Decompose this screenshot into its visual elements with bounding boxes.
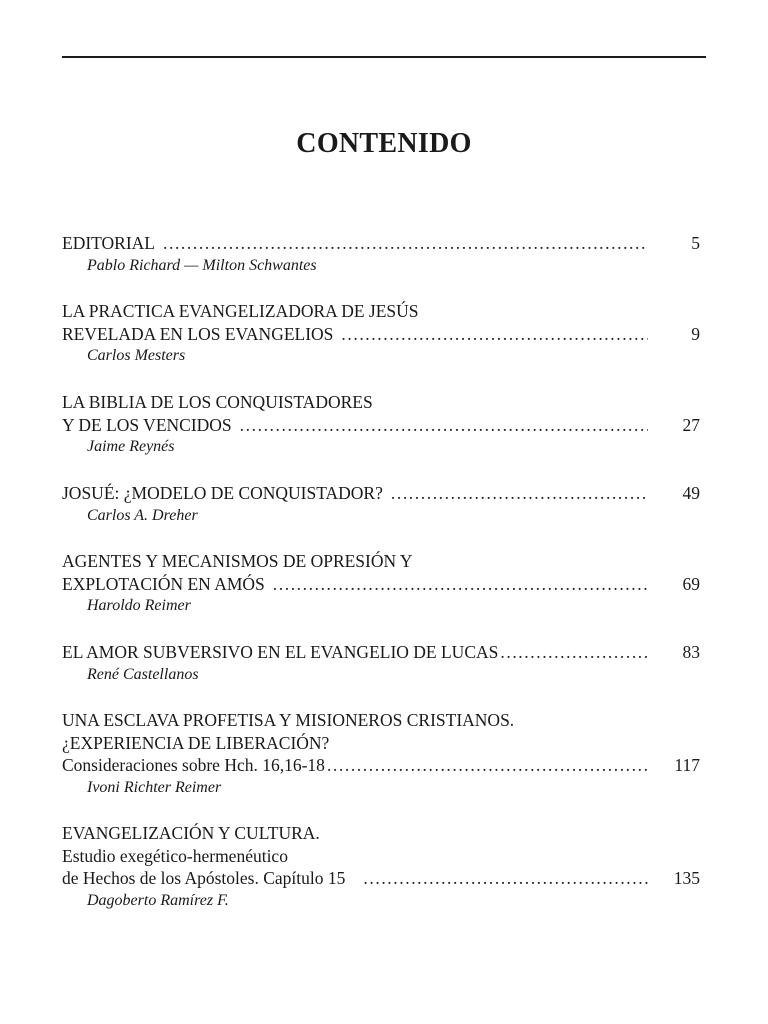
toc-entry-author: Carlos A. Dreher [87,506,198,524]
toc-entry-title-line [62,482,700,505]
page-title: CONTENIDO [296,128,472,159]
dot-leader [240,414,648,437]
toc-entry-title: EXPLOTACIÓN EN AMÓS [62,573,265,594]
dot-leader [363,867,648,890]
page-number: 5 [691,233,700,253]
toc-entry-title: Y DE LOS VENCIDOS [62,414,232,435]
toc-entry-author: Pablo Richard — Milton Schwantes [87,256,317,274]
toc-entry-title-line [62,573,700,596]
dot-leader [391,482,648,505]
toc-entry-author: René Castellanos [87,665,199,683]
toc-entry-author: Ivoni Richter Reimer [87,778,222,796]
toc-entry-title: ¿EXPERIENCIA DE LIBERACIÓN? [62,732,330,753]
toc-entry-title-line [62,867,700,890]
toc-entry-title-line [62,550,700,573]
toc-entry-title-line [62,323,700,346]
toc-entry-title-line [62,300,700,323]
toc-entry-author: Dagoberto Ramírez F. [87,891,229,909]
dot-leader [163,232,648,255]
toc-entry-title-line [62,709,700,732]
toc-entry-title: Consideraciones sobre Hch. 16,16-18 [62,755,325,775]
toc-entry-author: Haroldo Reimer [87,597,191,614]
toc-entry[interactable] [62,300,700,367]
dot-leader [500,641,648,664]
toc-entry-title: EVANGELIZACIÓN Y CULTURA. [62,823,320,843]
page-number: 49 [682,483,700,503]
toc-entry-title: de Hechos de los Apóstoles. Capítulo 15 [62,868,346,888]
toc-entry[interactable] [62,391,700,458]
toc-entry-title-line [62,641,700,664]
toc-entry-title: AGENTES Y MECANISMOS DE OPRESIÓN Y [62,551,413,571]
toc-entry[interactable] [62,641,700,686]
page-number: 117 [674,755,700,775]
page-number: 27 [682,414,700,435]
dot-leader [341,323,648,346]
toc-entry-title-line [62,232,700,255]
toc-entry-title: LA BIBLIA DE LOS CONQUISTADORES [62,392,373,412]
toc-entry[interactable] [62,482,700,527]
toc-entry-title-line [62,391,700,414]
toc-entry-author: Jaime Reynés [87,438,175,455]
toc-entry-title: Estudio exegético-hermenéutico [62,845,288,866]
page-number: 135 [673,868,700,888]
toc-entry-title: EL AMOR SUBVERSIVO EN EL EVANGELIO DE LUCAS [62,642,499,662]
toc-entry-title: LA PRACTICA EVANGELIZADORA DE JESÚS [62,301,419,321]
toc-entry-title: REVELADA EN LOS EVANGELIOS [62,323,334,344]
dot-leader [327,754,648,777]
toc-entry-title-line [62,845,700,868]
toc-entry-title-line [62,414,700,437]
toc-entry-title-line [62,822,700,845]
toc-entry[interactable] [62,822,700,912]
top-rule [62,56,706,58]
toc-entry-author: Carlos Mesters [87,347,186,364]
toc-entry-title-line [62,754,700,777]
toc-entry-title: JOSUÉ: ¿MODELO DE CONQUISTADOR? [62,483,383,503]
page-number: 69 [682,573,700,594]
toc-entry-title: UNA ESCLAVA PROFETISA Y MISIONEROS CRISTIANOS. [62,710,515,730]
dot-leader [273,573,648,596]
page-number: 83 [682,642,700,662]
toc-entry[interactable] [62,550,700,617]
toc-entry[interactable] [62,709,700,799]
page-number: 9 [691,323,700,344]
toc-entry[interactable] [62,232,700,277]
toc-entry-title: EDITORIAL [62,233,155,253]
toc-entry-title-line [62,732,700,755]
